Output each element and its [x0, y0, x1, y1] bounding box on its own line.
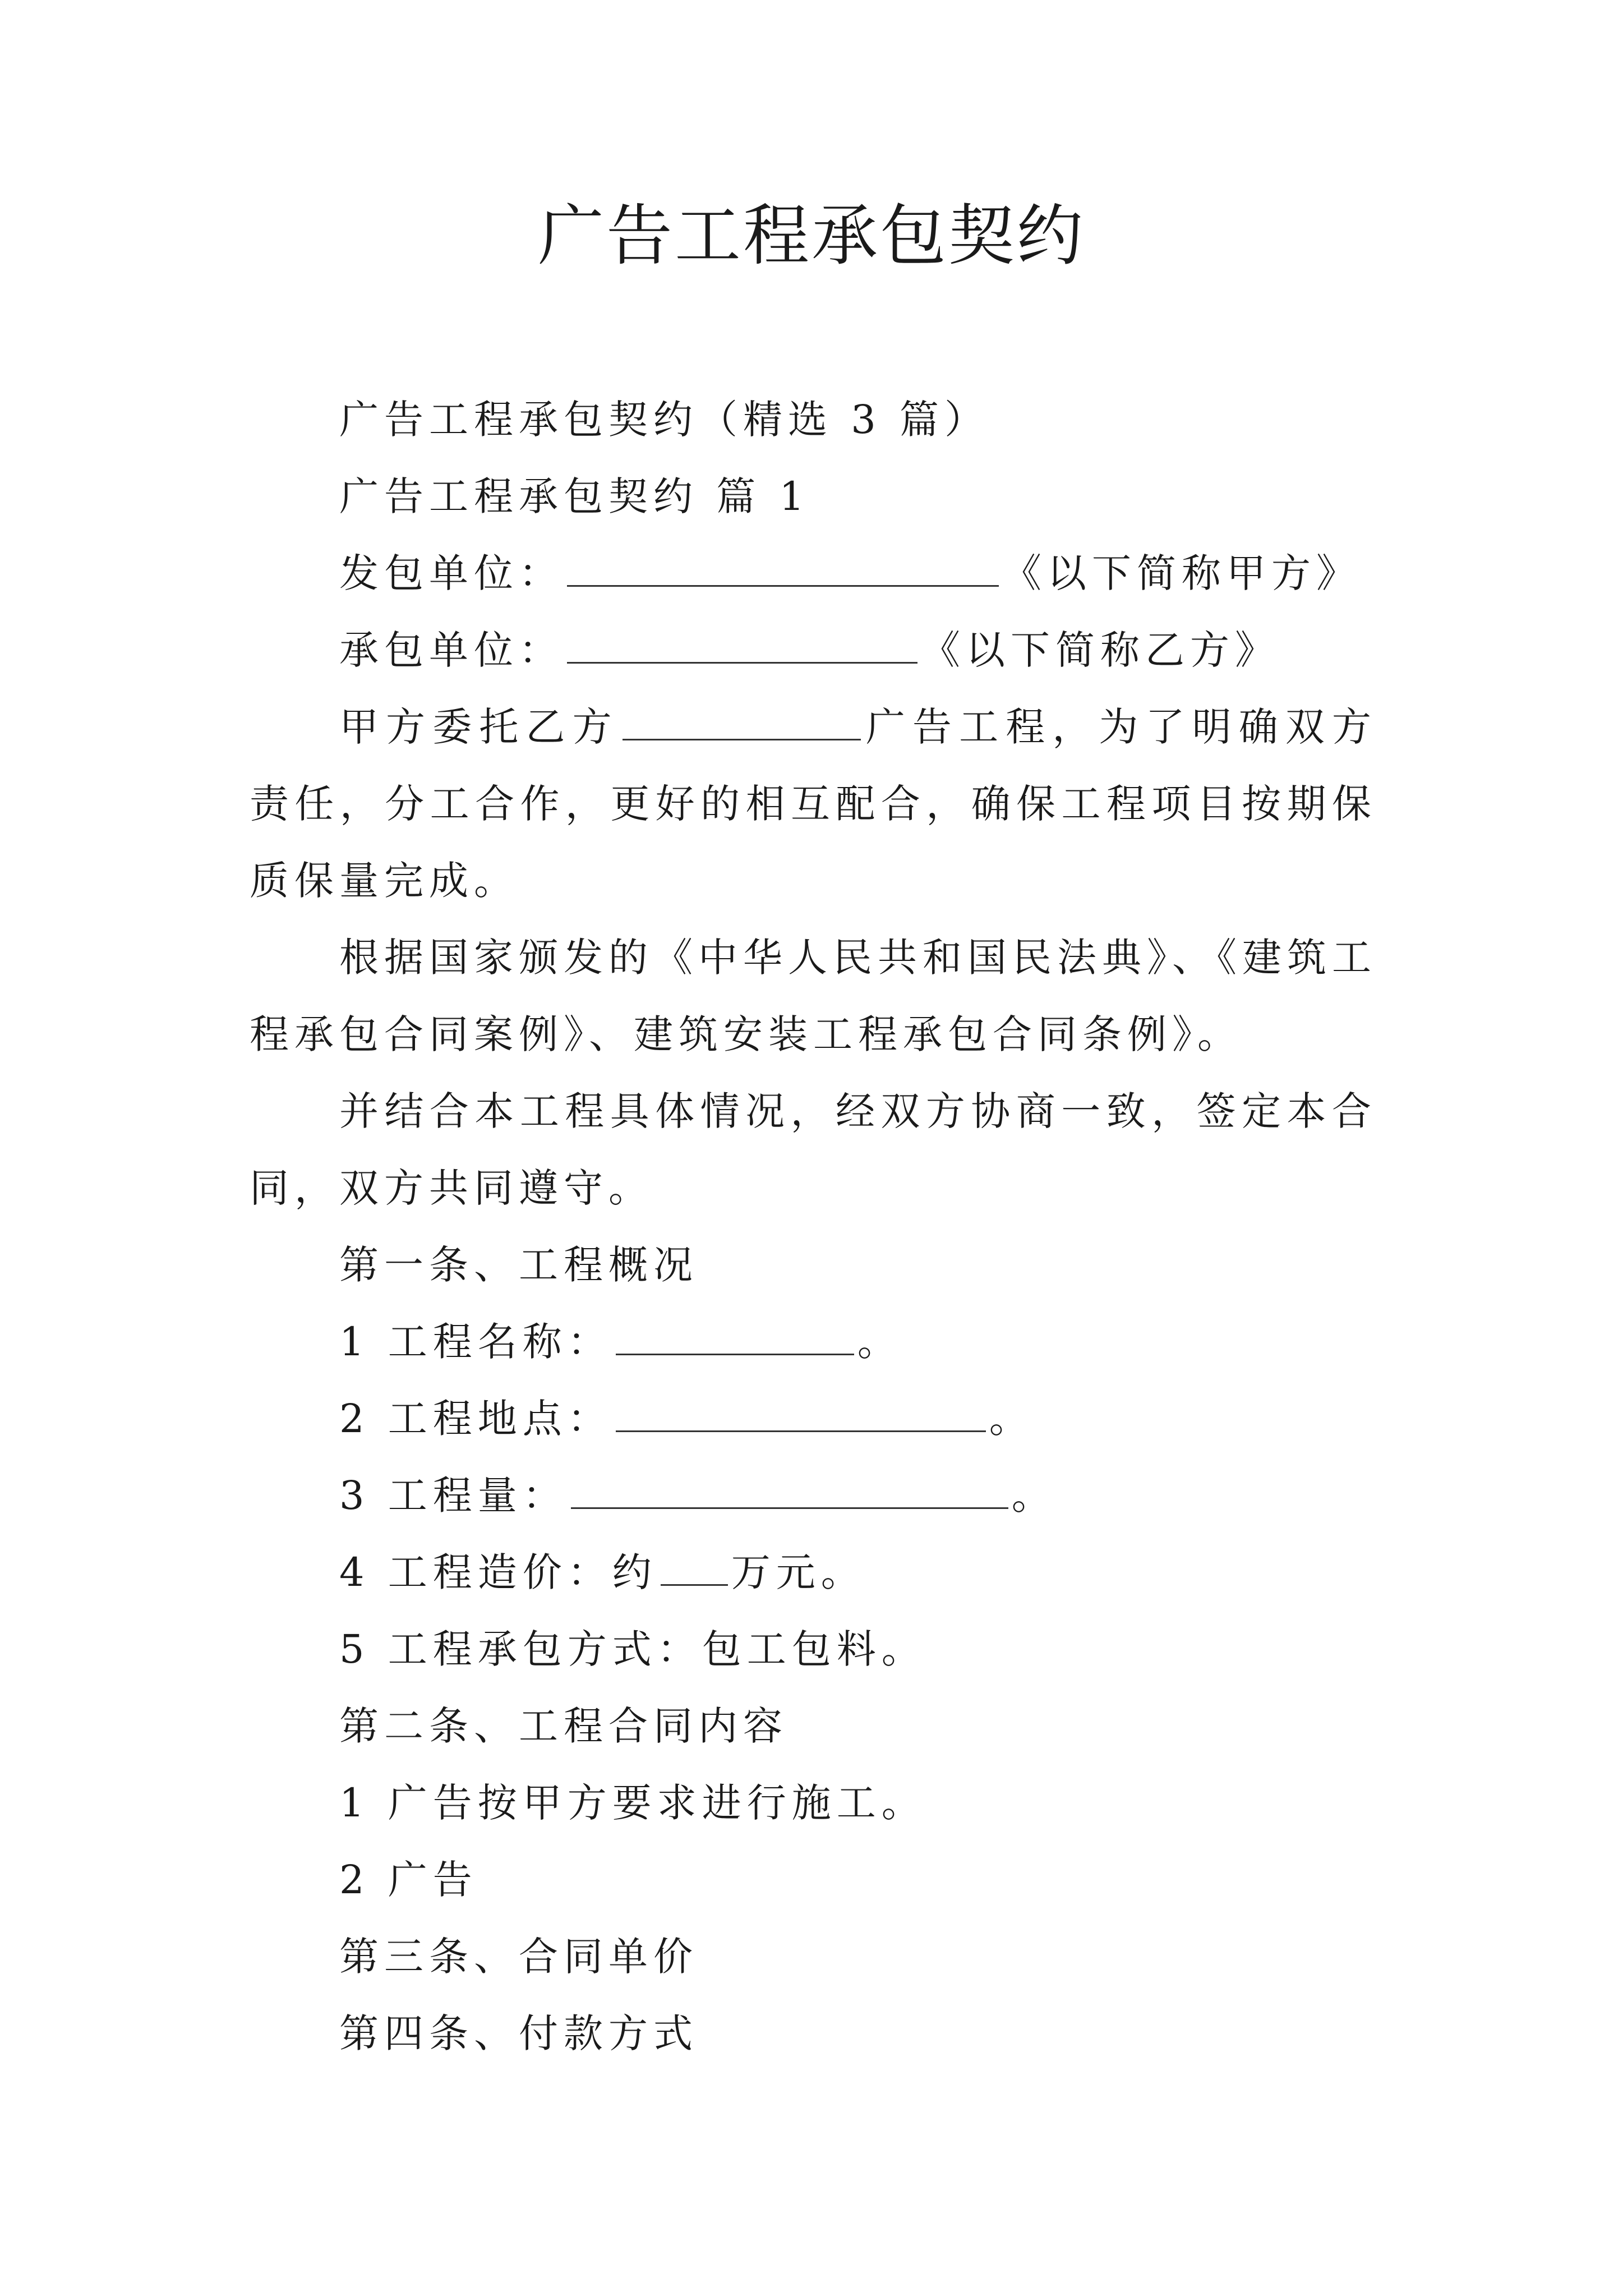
paragraph-agreement: 并结合本工程具体情况，经双方协商一致，签定本合同，双方共同遵守。 — [250, 1088, 1377, 1211]
issuer-label: 发包单位： — [339, 550, 564, 596]
article-2-item-2: 2 广告 — [339, 1857, 478, 1903]
paragraph-basis: 根据国家颁发的《中华人民共和国民法典》、《建筑工程承包合同案例》、建筑安装工程承包合同条例》。 — [250, 935, 1377, 1057]
item-cost-label: 4 工程造价：约 — [339, 1549, 657, 1595]
project-name-blank — [616, 1314, 854, 1355]
project-blank — [623, 700, 861, 740]
item-project-location — [250, 1381, 1377, 1457]
item-cost — [250, 1534, 1377, 1611]
document-title: 广告工程承包契约 — [537, 197, 1085, 274]
item-quantity-label: 3 工程量： — [339, 1473, 568, 1519]
article-1-heading: 第一条、工程概况 — [339, 1242, 698, 1288]
issuer-suffix: 《以下简称甲方》 — [1002, 550, 1361, 596]
item-project-location-end: 。 — [989, 1396, 1034, 1442]
article-2-heading: 第二条、工程合同内容 — [339, 1703, 788, 1749]
quantity-blank — [571, 1468, 1008, 1509]
paragraph-entrust-start: 甲方委托乙方 — [339, 704, 619, 750]
cost-blank — [661, 1545, 728, 1586]
article-4-heading: 第四条、付款方式 — [339, 2010, 698, 2056]
project-location-blank — [616, 1391, 986, 1432]
issuer-line — [250, 535, 1377, 612]
subtitle: 广告工程承包契约（精选 3 篇） — [339, 397, 990, 443]
item-cost-end: 万元。 — [731, 1549, 866, 1595]
document-body — [250, 381, 1377, 2072]
item-project-name — [250, 1304, 1377, 1381]
item-contract-method: 5 工程承包方式：包工包料。 — [339, 1626, 926, 1672]
contractor-label: 承包单位： — [339, 627, 564, 673]
contractor-line — [250, 612, 1377, 689]
contractor-suffix: 《以下简称乙方》 — [921, 627, 1280, 673]
item-quantity-end: 。 — [1011, 1473, 1057, 1519]
issuer-blank — [567, 546, 999, 587]
contractor-blank — [567, 623, 917, 664]
item-project-name-end: 。 — [857, 1319, 902, 1365]
paragraph-entrust — [250, 689, 1377, 919]
article-2-item-1: 1 广告按甲方要求进行施工。 — [339, 1780, 926, 1826]
item-project-location-label: 2 工程地点： — [339, 1396, 612, 1442]
paragraph-entrust-rest: 广告工程，为了明确双方责任，分工合作，更好的相互配合，确保工程项目按期保质保量完成。 — [250, 704, 1377, 904]
item-project-name-label: 1 工程名称： — [339, 1319, 612, 1365]
article-3-heading: 第三条、合同单价 — [339, 1934, 698, 1980]
part-heading: 广告工程承包契约 篇 1 — [339, 473, 810, 519]
item-quantity — [250, 1457, 1377, 1534]
